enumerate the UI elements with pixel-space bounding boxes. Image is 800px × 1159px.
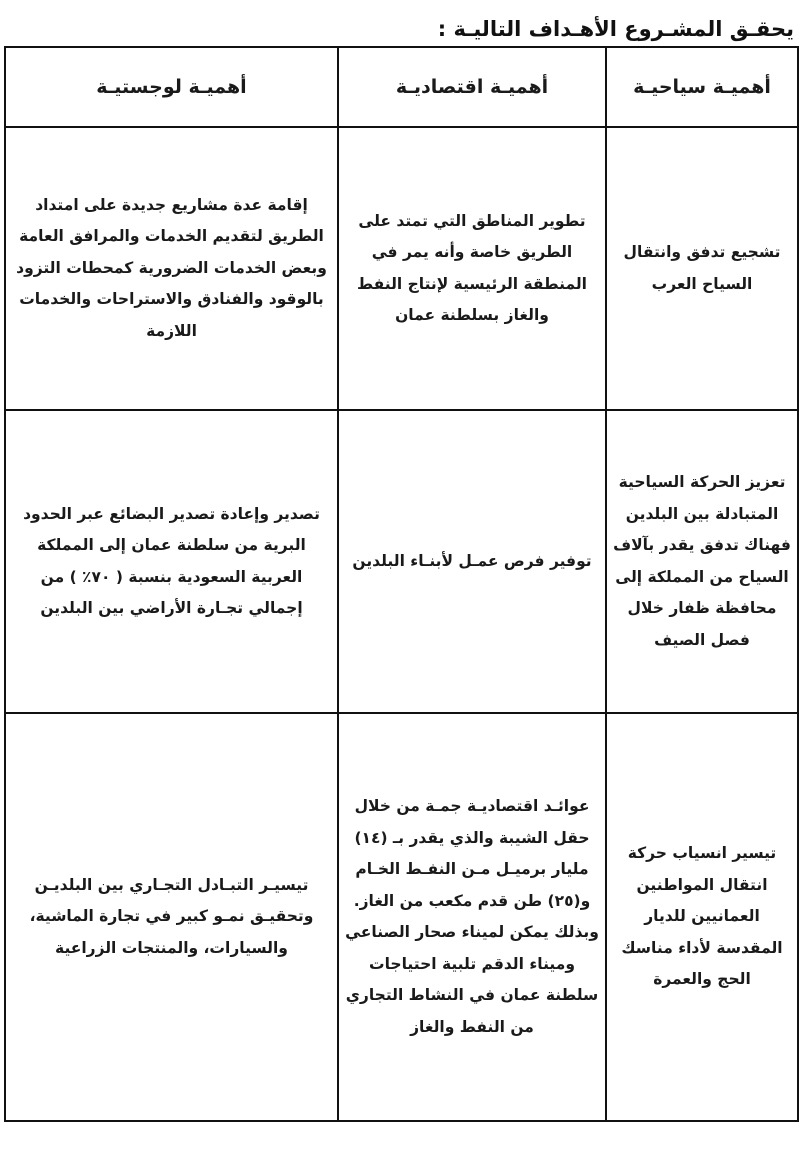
cell-logistic: تصدير وإعادة تصدير البضائع عبر الحدود البرية من سلطنة عمان إلى المملكة العربية السعودية بنسبة ( ٧٠٪ ) من إجمالي تجـارة الأراضي بين البلدين <box>5 410 338 713</box>
header-economic: أهميـة اقتصاديـة <box>338 47 606 127</box>
cell-tourism: تيسير انسياب حركة انتقال المواطنين العمانيين للديار المقدسة لأداء مناسك الحج والعمرة <box>606 713 798 1121</box>
cell-logistic: تيسيـر التبـادل التجـاري بين البلديـن وتحقيـق نمـو كبير في تجارة الماشية، والسيارات، والمنتجات الزراعية <box>5 713 338 1121</box>
page-heading: يحقـق المشـروع الأهـداف التاليـة : <box>437 17 794 41</box>
cell-economic: عوائـد اقتصاديـة جمـة من خلال حقل الشيبة والذي يقدر بـ (١٤) مليار برميـل مـن النفـط الخـام و(٢٥) طن قدم مكعب من الغاز. وبذلك يمكن لميناء صحار الصناعي وميناء الدقم تلبية احتياجات سلطنة عمان في النشاط التجاري من النفط والغاز <box>338 713 606 1121</box>
cell-tourism: تعزيز الحركة السياحية المتبادلة بين البلدين فهناك تدفق يقدر بآلاف السياح من المملكة إلى محافظة ظفار خلال فصل الصيف <box>606 410 798 713</box>
cell-economic: تطوير المناطق التي تمتد على الطريق خاصة وأنه يمر في المنطقة الرئيسية لإنتاج النفط والغاز بسلطنة عمان <box>338 127 606 410</box>
table-row <box>5 713 798 1121</box>
table-row <box>5 127 798 410</box>
cell-logistic: إقامة عدة مشاريع جديدة على امتداد الطريق لتقديم الخدمات والمرافق العامة وبعض الخدمات الضرورية كمحطات التزود بالوقود والفنادق والاستراحات والخدمات اللازمة <box>5 127 338 410</box>
cell-economic: توفير فرص عمـل لأبنـاء البلدين <box>338 410 606 713</box>
project-goals-table <box>4 46 799 1122</box>
header-tourism: أهميـة سياحيـة <box>606 47 798 127</box>
header-logistic: أهميـة لوجستيـة <box>5 47 338 127</box>
table-row <box>5 410 798 713</box>
cell-tourism: تشجيع تدفق وانتقال السياح العرب <box>606 127 798 410</box>
table-header-row <box>5 47 798 127</box>
